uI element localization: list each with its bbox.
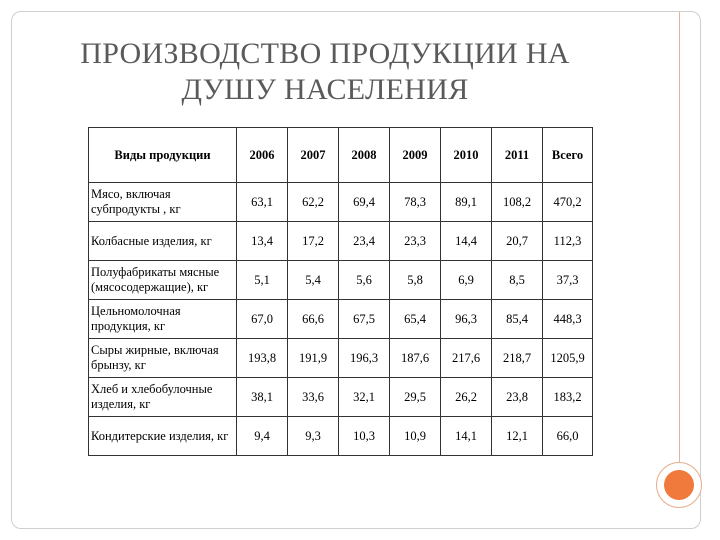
cell-value: 9,4	[237, 417, 288, 456]
cell-value: 5,1	[237, 261, 288, 300]
row-label: Кондитерские изделия, кг	[89, 417, 237, 456]
header-2006: 2006	[237, 128, 288, 183]
cell-total: 66,0	[543, 417, 593, 456]
table-row	[89, 378, 593, 417]
header-total: Всего	[543, 128, 593, 183]
decorative-vertical-line	[679, 12, 680, 467]
table-row	[89, 261, 593, 300]
table-row	[89, 183, 593, 222]
cell-value: 17,2	[288, 222, 339, 261]
slide-title	[40, 36, 610, 108]
cell-value: 26,2	[441, 378, 492, 417]
cell-value: 67,5	[339, 300, 390, 339]
header-2008: 2008	[339, 128, 390, 183]
header-2007: 2007	[288, 128, 339, 183]
row-label: Цельномолочная продукция, кг	[89, 300, 237, 339]
cell-value: 32,1	[339, 378, 390, 417]
cell-value: 62,2	[288, 183, 339, 222]
cell-value: 187,6	[390, 339, 441, 378]
decorative-circle-fill	[664, 470, 694, 500]
cell-value: 63,1	[237, 183, 288, 222]
table-row	[89, 222, 593, 261]
row-label: Полуфабрикаты мясные (мясосодержащие), кг	[89, 261, 237, 300]
cell-value: 33,6	[288, 378, 339, 417]
cell-value: 196,3	[339, 339, 390, 378]
cell-value: 20,7	[492, 222, 543, 261]
cell-value: 14,1	[441, 417, 492, 456]
cell-value: 218,7	[492, 339, 543, 378]
cell-total: 448,3	[543, 300, 593, 339]
header-product-type: Виды продукции	[89, 128, 237, 183]
header-2010: 2010	[441, 128, 492, 183]
cell-value: 5,8	[390, 261, 441, 300]
table-row	[89, 339, 593, 378]
cell-value: 23,8	[492, 378, 543, 417]
row-label: Сыры жирные, включая брынзу, кг	[89, 339, 237, 378]
table-row	[89, 417, 593, 456]
cell-value: 10,9	[390, 417, 441, 456]
cell-value: 85,4	[492, 300, 543, 339]
cell-value: 66,6	[288, 300, 339, 339]
cell-value: 69,4	[339, 183, 390, 222]
header-2011: 2011	[492, 128, 543, 183]
cell-total: 470,2	[543, 183, 593, 222]
production-table	[88, 127, 593, 456]
row-label: Хлеб и хлебобулочные изделия, кг	[89, 378, 237, 417]
cell-value: 6,9	[441, 261, 492, 300]
cell-value: 23,3	[390, 222, 441, 261]
header-2009: 2009	[390, 128, 441, 183]
cell-value: 12,1	[492, 417, 543, 456]
cell-value: 108,2	[492, 183, 543, 222]
cell-total: 1205,9	[543, 339, 593, 378]
decorative-circle-icon	[656, 462, 702, 508]
cell-value: 10,3	[339, 417, 390, 456]
table-row	[89, 300, 593, 339]
row-label: Мясо, включая субпродукты , кг	[89, 183, 237, 222]
cell-total: 183,2	[543, 378, 593, 417]
row-label: Колбасные изделия, кг	[89, 222, 237, 261]
cell-value: 96,3	[441, 300, 492, 339]
cell-value: 78,3	[390, 183, 441, 222]
cell-value: 8,5	[492, 261, 543, 300]
table-header-row	[89, 128, 593, 183]
cell-value: 191,9	[288, 339, 339, 378]
cell-value: 65,4	[390, 300, 441, 339]
cell-value: 89,1	[441, 183, 492, 222]
cell-total: 37,3	[543, 261, 593, 300]
cell-value: 23,4	[339, 222, 390, 261]
cell-value: 67,0	[237, 300, 288, 339]
cell-value: 193,8	[237, 339, 288, 378]
cell-value: 29,5	[390, 378, 441, 417]
cell-value: 5,4	[288, 261, 339, 300]
cell-value: 38,1	[237, 378, 288, 417]
cell-value: 13,4	[237, 222, 288, 261]
cell-value: 14,4	[441, 222, 492, 261]
slide-title-line-1: ПРОИЗВОДСТВО ПРОДУКЦИИ НА	[80, 37, 570, 70]
slide-title-line-2: ДУШУ НАСЕЛЕНИЯ	[181, 73, 469, 106]
cell-value: 9,3	[288, 417, 339, 456]
cell-value: 217,6	[441, 339, 492, 378]
cell-total: 112,3	[543, 222, 593, 261]
cell-value: 5,6	[339, 261, 390, 300]
